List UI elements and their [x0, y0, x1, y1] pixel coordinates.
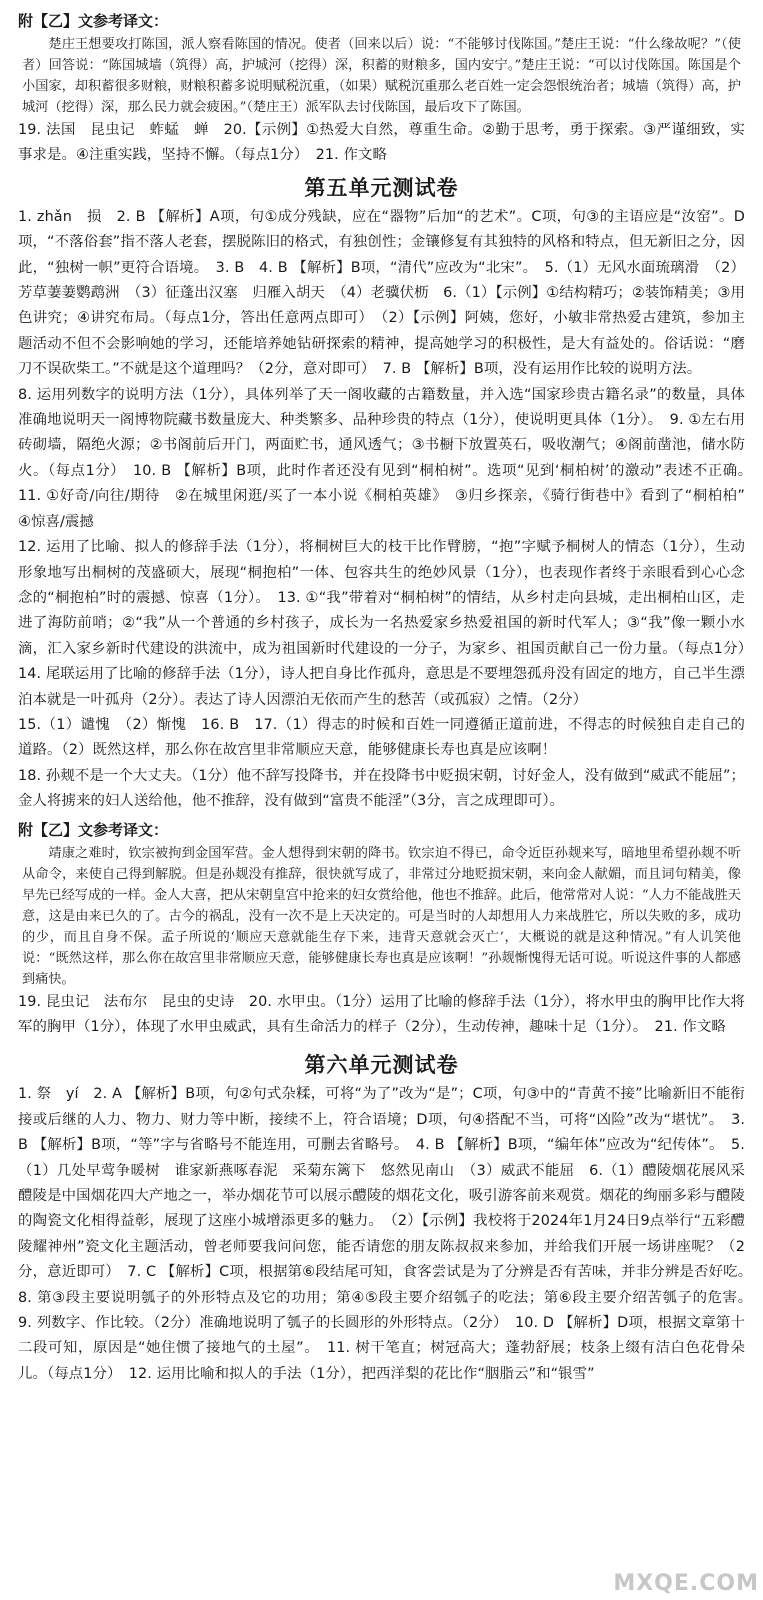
answer-paragraph: 1. zhǎn 损 2. B 【解析】A项，句①成分残缺，应在“器物”后加“的艺术”。C项，句③的主语应是“汝窑”。D项，“不落俗套”指不落人老套，摆脱陈旧的格式，有独创性；金镶修复有其独特的风格和特点，但无新旧之分，因此，“独树一帜”更符合语境。 3. B 4. B 【解析】B项，“清代”应改为“北宋”。 5.（1）无风水面琉璃滑 （2）芳草萋萋鹦鹉洲 （3）征蓬出汉塞 归雁入胡天 （4）老骥伏枥 6.（1）【示例】①结构精巧；②装饰精美；③用色讲究；④讲究布局。（每点1分，答出任意两点即可） （2）【示例】阿姨，您好，小敏非常热爱古建筑，参加主题活动不但不会影响她的学习，还能培养她钻研探索的精神，提高她学习的积极性，是大有益处的。俗话说：“磨刀不误砍柴工。”不就是这个道理吗？（2分，意对即可） 7. B 【解析】B项，没有运用作比较的说明方法。 — [18, 208, 745, 378]
reference-translation: 楚庄王想要攻打陈国，派人察看陈国的情况。使者（回来以后）说：“不能够讨伐陈国。”楚庄王说：“什么缘故呢？”（使者）回答说：“陈国城墙（筑得）高，护城河（挖得）深，积蓄的财粮多，国内安宁。”楚庄王说：“可以讨伐陈国。陈国是个小国家，却积蓄很多财粮，财粮积蓄多说明赋税沉重，（如果）赋税沉重那么老百姓一定会怨恨统治者；城墙（筑得）高，护城河（挖得）深，那么民力就会疲困。”（楚庄王）派军队去讨伐陈国，最后攻下了陈国。 — [22, 37, 741, 115]
translation-heading: 附【乙】文参考译文： — [18, 820, 169, 839]
section-title: 第五单元测试卷 — [304, 175, 459, 200]
answer-paragraph: 19. 昆虫记 法布尔 昆虫的史诗 20. 水甲虫。（1分）运用了比喻的修辞手法（1分），将水甲虫的胸甲比作大将军的胸甲（1分），体现了水甲虫威武，具有生命活力的样子（2分），生动传神，趣味十足（1分）。 21. 作文略 — [18, 993, 745, 1035]
answer-paragraph: 18. 孙觌不是一个大丈夫。（1分）他不辞写投降书，并在投降书中贬损宋朝，讨好金人，没有做到“威武不能屈”；金人将掳来的妇人送给他，他不推辞，没有做到“富贵不能淫”（3分，言之成理即可）。 — [18, 767, 745, 810]
section-title: 第六单元测试卷 — [304, 1053, 459, 1078]
watermark-logo: MXQE.COM — [613, 1571, 759, 1596]
answer-paragraph: 8. 运用列数字的说明方法（1分），具体列举了天一阁收藏的古籍数量，并入选“国家珍贵古籍名录”的数量，具体准确地说明天一阁博物院藏书数量庞大、种类繁多、品种珍贵的特点（1分），使说明更具体（1分）。 9. ①左右用砖砌墙，隔绝火源；②书阁前后开门，两面贮书，通风透气；③书橱下放置英石，吸收潮气；④阁前凿池，储水防火。（每点1分） 10. B 【解析】B项，此时作者还没有见到“桐柏树”。选项“见到‘桐柏树’的激动”表述不正确。 11. ①好奇/向往/期待 ②在城里闲逛/买了一本小说《桐柏英雄》 ③归乡探亲，《骑行街巷中》看到了“桐柏柏” ④惊喜/震撼 — [18, 386, 760, 530]
answer-paragraph: 15.（1）谴愧 （2）惭愧 16. B 17.（1）得志的时候和百姓一同遵循正道前进，不得志的时候独自走自己的道路。（2）既然这样，那么你在故宫里非常顺应天意，能够健康长寿也真是应该啊！ — [18, 716, 745, 759]
answer-paragraph: 12. 运用了比喻、拟人的修辞手法（1分），将桐树巨大的枝干比作臂膀，“抱”字赋予桐树人的情态（1分），生动形象地写出桐树的茂盛硕大，展现“桐抱柏”一体、包容共生的绝妙风景（1分），也表现作者终于亲眼看到心心念念的“桐抱柏”时的震撼、惊喜（1分）。 13. ①“我”带着对“桐柏树”的情结，从乡村走向县城，走出桐柏山区，走进了海防前哨；②“我”从一个普通的乡村孩子，成长为一名热爱家乡热爱祖国的新时代军人；③“我”像一颗小水滴，汇入家乡新时代建设的洪流中，成为祖国新时代建设的一分子，为家乡、祖国贡献自己一份力量。（每点1分） 14. 尾联运用了比喻的修辞手法（1分），诗人把自身比作孤舟，意思是不要埋怨孤舟没有固定的地方，自己半生漂泊本就是一叶孤舟（2分）。表达了诗人因漂泊无依而产生的愁苦（或孤寂）之情。（2分） — [18, 539, 760, 708]
answer-paragraph: 1. 祭 yí 2. A 【解析】B项，句②句式杂糅，可将“为了”改为“是”；C项，句③中的“青黄不接”比喻新旧不能衔接或后继的人力、物力、财力等中断，接续不上，符合语境；D项，句④搭配不当，可将“凶险”改为“堪忧”。 3. B 【解析】B项，“等”字与省略号不能连用，可删去省略号。 4. B 【解析】B项，“编年体”应改为“纪传体”。 5.（1）几处早莺争暖树 谁家新燕啄春泥 采菊东篱下 悠然见南山 （3）威武不能屈 6.（1）醴陵烟花展风采 醴陵是中国烟花四大产地之一，举办烟花节可以展示醴陵的烟花文化，吸引游客前来观赏。烟花的绚丽多彩与醴陵的陶瓷文化相得益彰，展现了这座小城增添更多的魅力。 （2）【示例】我校将于2024年1月24日9点举行“五彩醴陵耀神州”瓷文化主题活动，曾老师要我问问您，能否请您的朋友陈叔叔来参加，并给我们开展一场讲座呢？（2分，意近即可） 7. C 【解析】C项，根据第⑥段结尾可知，食客尝试是为了分辨是否有苦味，并非分辨是否好吃。 8. 第③段主要说明瓠子的外形特点及它的功用；第④⑤段主要介绍瓠子的吃法；第⑥段主要介绍苦瓠子的危害。 9. 列数字、作比较。（2分）准确地说明了瓠子的长圆形的外形特点。（2分） 10. D 【解析】D项，根据文章第十二段可知，原因是“她住惯了接地气的土屋”。 11. 树干笔直；树冠高大；蓬勃舒展；枝条上缀有洁白色花骨朵儿。（每点1分） 12. 运用比喻和拟人的手法（1分），把西洋梨的花比作“胭脂云”和“银雪” — [18, 1086, 760, 1382]
translation-heading: 附【乙】文参考译文： — [18, 12, 169, 30]
reference-translation: 靖康之难时，钦宗被拘到金国军营。金人想得到宋朝的降书。钦宗迫不得已，命令近臣孙觌来写，暗地里希望孙觌不听从命令，来使自己得到解脱。但是孙觌没有推辞，很快就写成了，非常过分地贬损宋朝，来向金人献媚，而且词句精美，像早先已经写成的一样。金人大喜，把从宋朝皇宫中抢来的妇女赏给他，他也不推辞。此后，他常常对人说：“人力不能战胜天意，这是由来已久的了。古今的祸乱，没有一次不是上天决定的。可是当时的人却想用人力来战胜它，所以失败的多，成功的少，而且自身不保。孟子所说的‘顺应天意就能生存下来，违背天意就会灭亡’，大概说的就是这种情况。”有人讥笑他说：“既然这样，那么你在故宫里非常顺应天意，能够健康长寿也真是应该啊！”孙觌惭愧得无话可说。听说这件事的人都感到痛快。 — [22, 845, 741, 987]
answer-paragraph: 19. 法国 昆虫记 蚱蜢 蝉 20.【示例】①热爱大自然，尊重生命。②勤于思考，勇于探索。③严谨细致，实事求是。④注重实践，坚持不懈。（每点1分） 21. 作文略 — [18, 122, 745, 164]
